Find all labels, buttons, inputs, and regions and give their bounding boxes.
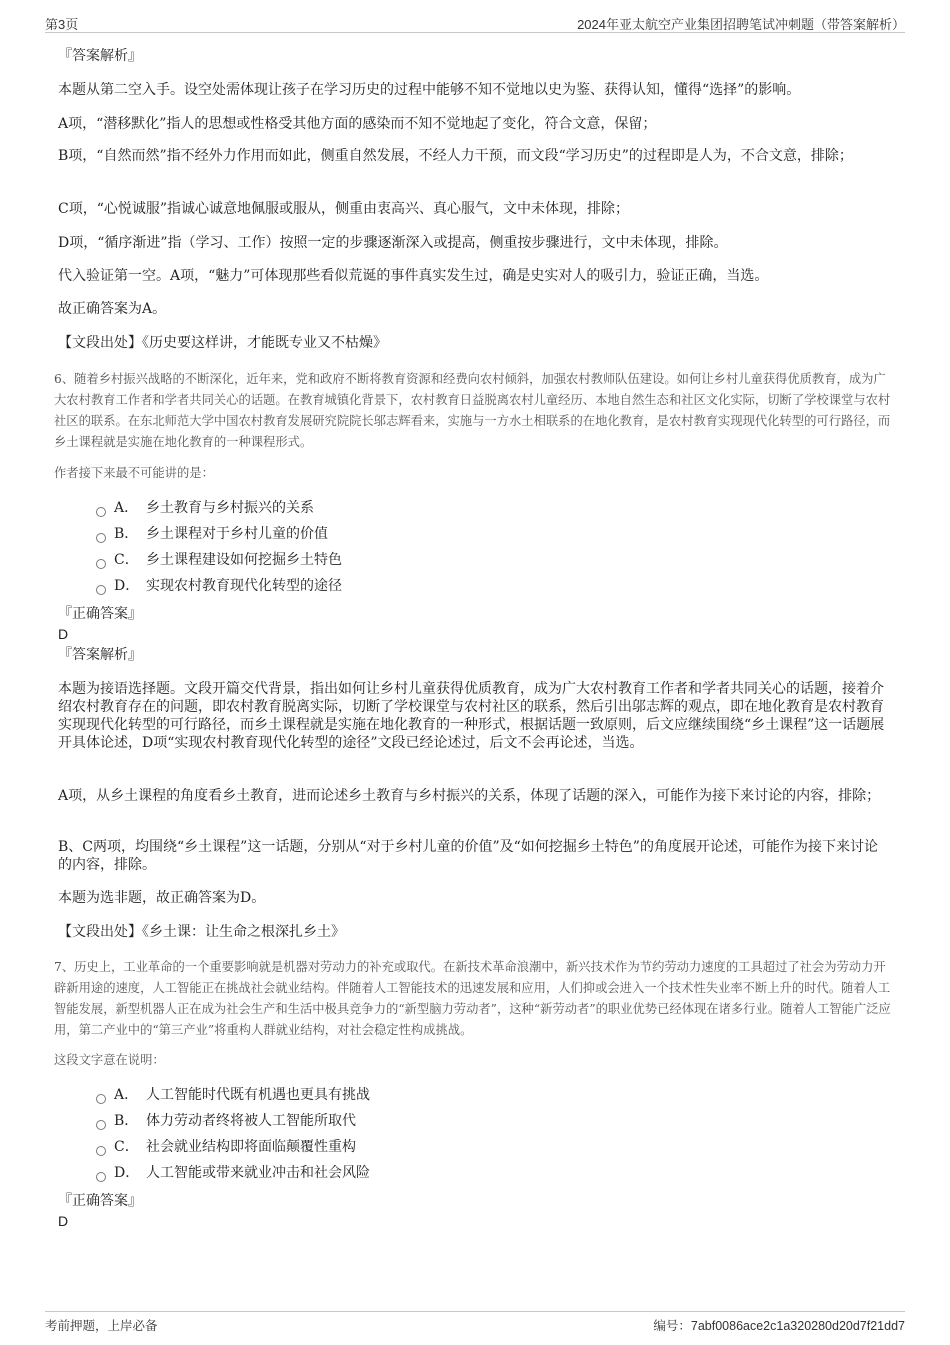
radio-icon[interactable] [96, 1120, 106, 1130]
option-letter: B． [114, 1113, 139, 1129]
analysis-paragraph: B项，“自然而然”指不经外力作用而如此，侧重自然发展，不经人力干预，而文段“学习历史”的过程即是人为，不合文意，排除； [58, 148, 853, 164]
correct-answer: D [58, 1213, 69, 1229]
question-7-option-d[interactable] [96, 1163, 370, 1183]
analysis-paragraph: A项，从乡土课程的角度看乡土教育，进而论述乡土教育与乡村振兴的关系，体现了话题的深入，可能作为接下来讨论的内容，排除； [58, 788, 881, 804]
document-title: 2024年亚太航空产业集团招聘笔试冲刺题（带答案解析） [577, 17, 905, 32]
option-letter: C． [114, 552, 139, 568]
radio-icon[interactable] [96, 1172, 106, 1182]
analysis-paragraph: D项，“循序渐进”指（学习、工作）按照一定的步骤逐渐深入或提高，侧重按步骤进行，文中未体现，排除。 [58, 235, 728, 251]
option-text: 乡土课程建设如何挖掘乡土特色 [146, 552, 342, 568]
radio-icon[interactable] [96, 1146, 106, 1156]
page-header [45, 12, 905, 33]
option-text: 社会就业结构即将面临颠覆性重构 [146, 1139, 356, 1155]
radio-icon[interactable] [96, 585, 106, 595]
analysis-paragraph: C项，“心悦诚服”指诚心诚意地佩服或服从，侧重由衷高兴、真心服气，文中未体现，排除； [58, 201, 630, 217]
analysis-paragraph: A项，“潜移默化”指人的思想或性格受其他方面的感染而不知不觉地起了变化，符合文意，保留； [58, 116, 657, 132]
question-6-prompt: 作者接下来最不可能讲的是： [54, 466, 214, 480]
radio-icon[interactable] [96, 559, 106, 569]
option-letter: A． [114, 1087, 139, 1103]
question-6-option-b[interactable] [96, 524, 328, 544]
radio-icon[interactable] [96, 507, 106, 517]
analysis-paragraph: 故正确答案为A。 [58, 301, 167, 317]
document-id: 编号：7abf0086ace2c1a320280d20d7f21dd7 [653, 1319, 905, 1333]
source-citation: 【文段出处】《历史要这样讲，才能既专业又不枯燥》 [58, 335, 387, 351]
option-text: 实现农村教育现代化转型的途径 [146, 578, 342, 594]
analysis-label-q5: 『答案解析』 [58, 48, 142, 64]
analysis-paragraph: 本题为接语选择题。文段开篇交代背景，指出如何让乡村儿童获得优质教育，成为广大农村教育工作者和学者共同关心的话题，接着介绍农村教育存在的问题，即农村教育脱离实际，切断了学校课堂与农村社区的联系，然后引出邬志辉的观点，即在地化教育是农村教育实现现代化转型的可行路径，而乡土课程就是实施在地化教育的一种形式，根据话题一致原则，后文应继续围绕“乡土课程”这一话题展开具体论述，D项“实现农村教育现代化转型的途径”文段已经论述过，后文不会再论述，当选。 [58, 681, 885, 751]
question-7-prompt: 这段文字意在说明： [54, 1053, 165, 1067]
option-text: 乡土课程对于乡村儿童的价值 [146, 526, 328, 542]
footer-slogan: 考前押题，上岸必备 [45, 1319, 158, 1333]
question-6-option-a[interactable] [96, 498, 314, 518]
analysis-paragraph: 本题为选非题，故正确答案为D。 [58, 890, 266, 906]
question-6-stem: 6、随着乡村振兴战略的不断深化，近年来，党和政府不断将教育资源和经费向农村倾斜，加强农村教师队伍建设。如何让乡村儿童获得优质教育，成为广大农村教育工作者和学者共同关心的话题。在教育城镇化背景下，农村教育日益脱离农村儿童经历、本地自然生态和社区文化实际，切断了学校课堂与农村社区的联系。在东北师范大学中国农村教育发展研究院院长邬志辉看来，实施与一方水土相联系的在地化教育，是农村教育实现现代化转型的可行路径，而乡土课程就是实施在地化教育的一种课程形式。 [54, 372, 891, 449]
analysis-label-q6: 『答案解析』 [58, 647, 142, 663]
question-7-option-a[interactable] [96, 1085, 370, 1105]
option-letter: D． [114, 1165, 140, 1181]
question-7-option-b[interactable] [96, 1111, 356, 1131]
option-text: 乡土教育与乡村振兴的关系 [146, 500, 314, 516]
question-7-option-c[interactable] [96, 1137, 356, 1157]
page-number: 第3页 [45, 17, 79, 32]
radio-icon[interactable] [96, 1094, 106, 1104]
option-letter: D． [114, 578, 140, 594]
correct-answer-label: 『正确答案』 [58, 1193, 142, 1209]
correct-answer-label: 『正确答案』 [58, 606, 142, 622]
analysis-paragraph: B、C两项，均围绕“乡土课程”这一话题，分别从“对于乡村儿童的价值”及“如何挖掘乡土特色”的角度展开论述，可能作为接下来讨论的内容，排除。 [58, 839, 878, 873]
option-text: 人工智能或带来就业冲击和社会风险 [146, 1165, 370, 1181]
radio-icon[interactable] [96, 533, 106, 543]
page-footer [45, 1311, 905, 1336]
option-text: 人工智能时代既有机遇也更具有挑战 [146, 1087, 370, 1103]
option-text: 体力劳动者终将被人工智能所取代 [146, 1113, 356, 1129]
source-citation: 【文段出处】《乡土课：让生命之根深扎乡土》 [58, 924, 345, 940]
question-6-option-d[interactable] [96, 576, 342, 596]
option-letter: A． [114, 500, 139, 516]
option-letter: C． [114, 1139, 139, 1155]
question-7-stem: 7、历史上，工业革命的一个重要影响就是机器对劳动力的补充或取代。在新技术革命浪潮中，新兴技术作为节约劳动力速度的工具超过了社会为劳动力开辟新用途的速度，人工智能正在挑战社会就业结构。伴随着人工智能技术的迅速发展和应用，人们抑或会进入一个技术性失业率不断上升的时代。随着人工智能发展，新型机器人正在成为社会生产和生活中极具竞争力的“新型脑力劳动者”，这种“新劳动者”的职业优势已经体现在诸多行业。随着人工智能广泛应用，第二产业中的“第三产业”将重构人群就业结构，对社会稳定性构成挑战。 [54, 960, 891, 1037]
correct-answer: D [58, 626, 69, 642]
analysis-paragraph: 代入验证第一空。A项，“魅力”可体现那些看似荒诞的事件真实发生过，确是史实对人的吸引力，验证正确，当选。 [58, 268, 769, 284]
option-letter: B． [114, 526, 139, 542]
analysis-paragraph: 本题从第二空入手。设空处需体现让孩子在学习历史的过程中能够不知不觉地以史为鉴、获得认知，懂得“选择”的影响。 [58, 82, 801, 98]
question-6-option-c[interactable] [96, 550, 342, 570]
